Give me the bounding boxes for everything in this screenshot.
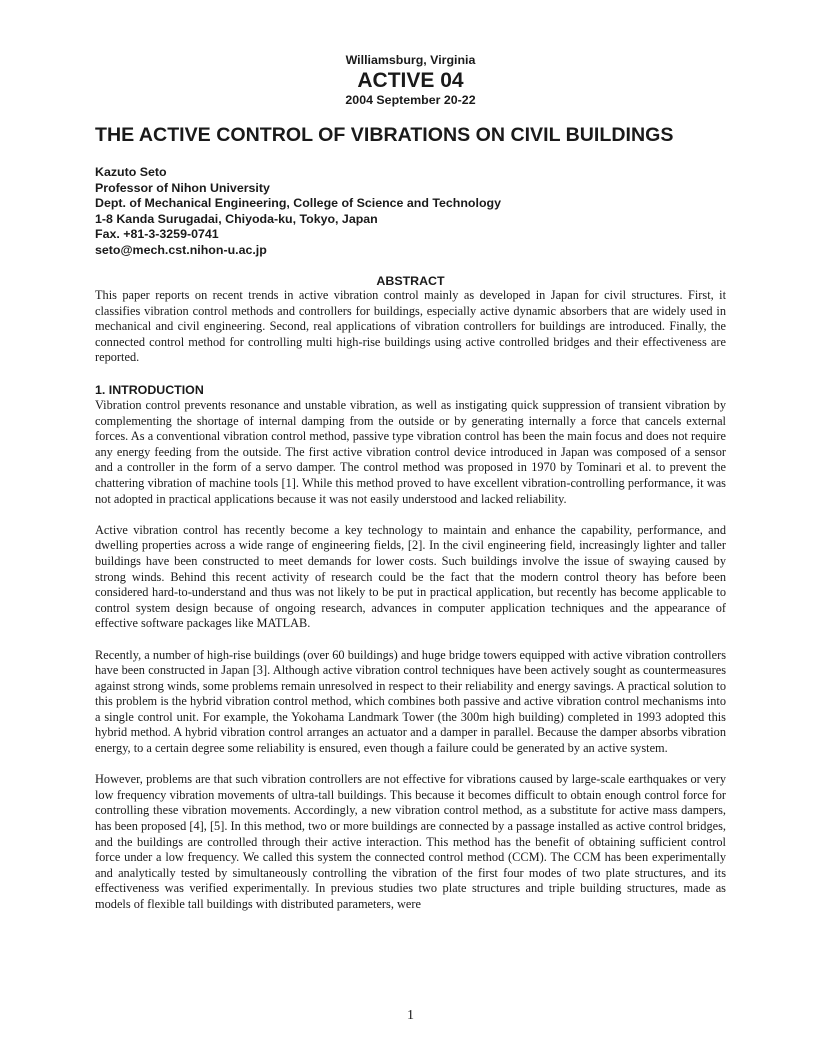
- conference-location: Williamsburg, Virginia: [345, 53, 476, 67]
- author-block: [95, 165, 726, 259]
- abstract-heading: ABSTRACT: [376, 274, 445, 288]
- author-fax: Fax. +81-3-3259-0741: [95, 227, 219, 242]
- paper-title: THE ACTIVE CONTROL OF VIBRATIONS ON CIVIL BUILDINGS: [95, 124, 674, 146]
- introduction-paragraph: However, problems are that such vibration controllers are not effective for vibrations caused by large-scale earthquakes or very low frequency vibration movements of ultra-tall buildings. This because it becomes difficult to obtain enough control force for controlling these vibration movements. Accordingly, a new vibration control method, as a substitute for active mass dampers, has been proposed [4], [5]. In this method, two or more buildings are connected by a passage installed as active control bridges, and the buildings are controlled through their active interaction. This method has the benefit of obtaining sufficient control force under a low frequency. We called this system the connected control method (CCM). The CCM has been experimentally and analytically tested by simultaneously controlling the vibration of the first four modes of two plate structures, and its effectiveness was verified experimentally. In previous studies two plate structures and triple building structures, made as models of flexible tall buildings with distributed parameters, were: [95, 772, 726, 911]
- author-department: Dept. of Mechanical Engineering, College of Science and Technology: [95, 196, 501, 211]
- abstract-text: This paper reports on recent trends in active vibration control mainly as developed in Japan for civil structures. First, it classifies vibration control methods and controllers for buildings, especially active dynamic absorbers that are widely used in mechanical and civil engineering. Second, real applications of vibration controllers for buildings are introduced. Finally, the connected control method for controlling multi high-rise buildings using active controlled bridges and their effectiveness are reported.: [95, 288, 726, 365]
- author-email: seto@mech.cst.nihon-u.ac.jp: [95, 242, 267, 257]
- conference-date: 2004 September 20-22: [345, 93, 476, 107]
- author-address: 1-8 Kanda Surugadai, Chiyoda-ku, Tokyo, Japan: [95, 211, 378, 226]
- conference-header: [95, 53, 726, 108]
- page-number: 1: [407, 1008, 414, 1023]
- author-position: Professor of Nihon University: [95, 180, 270, 195]
- paper-page: [95, 0, 726, 1056]
- introduction-paragraph: Recently, a number of high-rise buildings (over 60 buildings) and huge bridge towers equipped with active vibration controllers have been constructed in Japan [3]. Although active vibration control techniques have been actively sought as countermeasures against strong winds, some problems remain unresolved in respect to their reliability and energy savings. A practical solution to this problem is the hybrid vibration control method, which combines both passive and active vibration control mechanisms into a single control unit. For example, the Yokohama Landmark Tower (the 300m high building) completed in 1993 adopted this hybrid method. A hybrid vibration control arranges an actuator and a damper in parallel. Because the damper absorbs vibration energy, to a certain degree some reliability is ensured, even though a failure could be generated by an active system.: [95, 647, 726, 756]
- author-name: Kazuto Seto: [95, 165, 167, 179]
- conference-name: ACTIVE 04: [357, 69, 464, 92]
- introduction-paragraph: Vibration control prevents resonance and unstable vibration, as well as instigating quick suppression of transient vibration by complementing the shortage of internal damping from the outside or by generating internally a force that cancels external forces. As a conventional vibration control method, passive type vibration control has been the main focus and does not require any energy feeding from the outside. The first active vibration control device introduced in Japan was composed of a sensor and a controller in the form of a servo damper. The control method was proposed in 1970 by Tominari et al. to prevent the chattering vibration of machine tools [1]. While this method proved to have excellent vibration-controlling performance, it was not adopted in practical applications because it was not easily understood and lacked reliability.: [95, 398, 726, 506]
- introduction-section: [95, 383, 726, 928]
- introduction-heading: 1. INTRODUCTION: [95, 383, 204, 397]
- introduction-paragraph: Active vibration control has recently become a key technology to maintain and enhance the capability, performance, and dwelling properties across a wide range of engineering fields, [2]. In the civil engineering field, increasingly lighter and taller buildings have been constructed to meet demands for lower costs. Such buildings involve the issue of swaying caused by strong winds. Behind this recent activity of research could be the fact that the modern control theory has before been considered hard-to-understand and thus was not likely to be put in practical application, but recently has become applicable to control system design because of ongoing research, advances in computer application techniques and the appearance of effective software packages like MATLAB.: [95, 522, 726, 631]
